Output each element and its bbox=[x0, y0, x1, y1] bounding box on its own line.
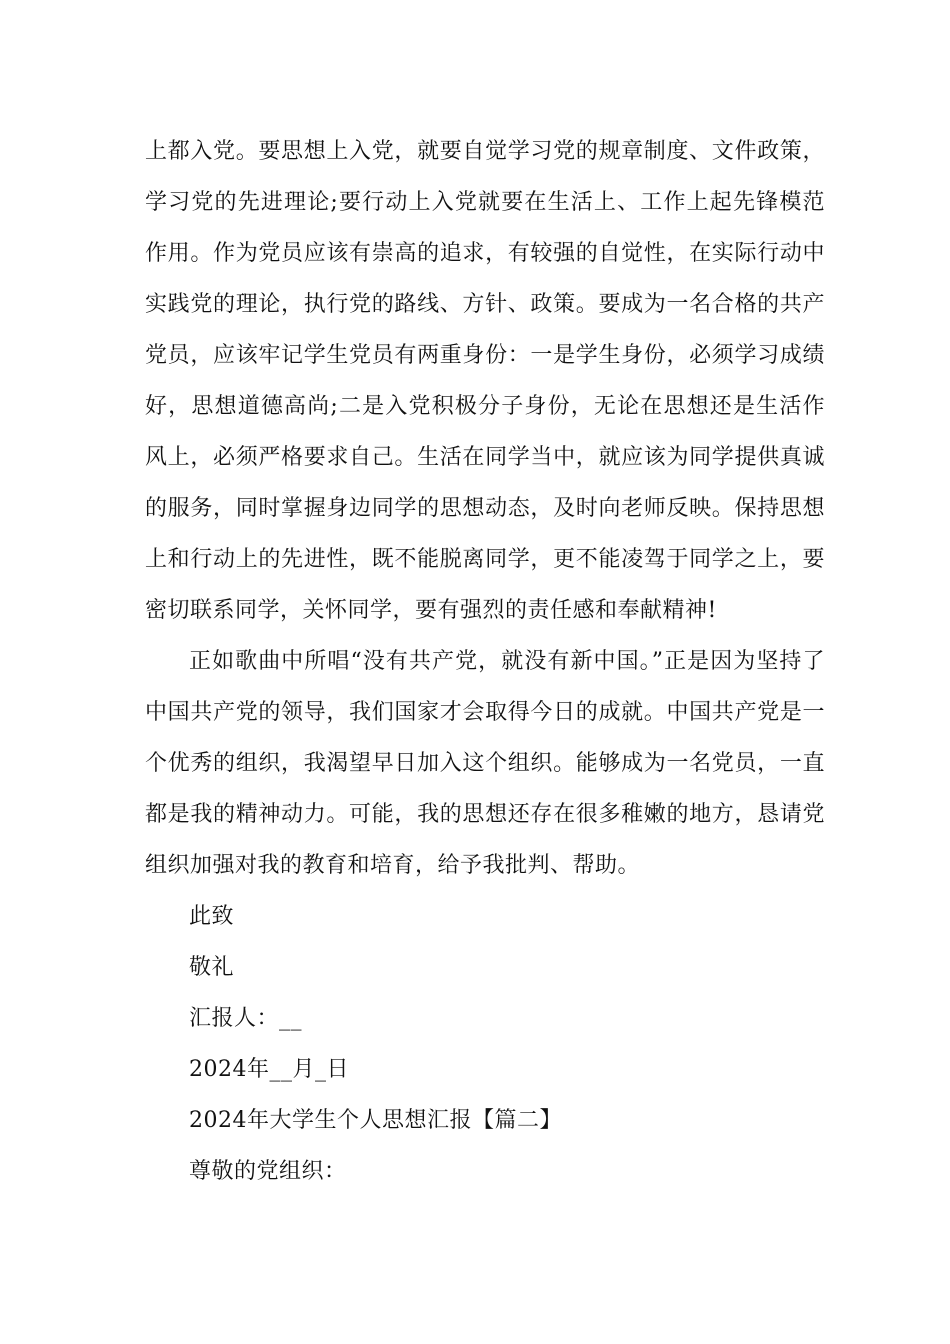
reporter-line: 汇报人：__ bbox=[189, 1006, 303, 1031]
salutation: 尊敬的党组织： bbox=[189, 1159, 347, 1184]
closing-phrase: 此致 bbox=[189, 904, 235, 929]
document-body bbox=[145, 126, 825, 1197]
date-line: 2024年__月_日 bbox=[189, 1057, 349, 1082]
body-paragraph: 正如歌曲中所唱“没有共产党，就没有新中国。”正是因为坚持了中国共产党的领导，我们国家才会取得今日的成就。中国共产党是一个优秀的组织，我渴望早日加入这个组织。能够成为一名党员，一直都是我的精神动力。可能，我的思想还存在很多稚嫩的地方，恳请党组织加强对我的教育和培育，给予我批判、帮助。 bbox=[145, 649, 825, 878]
section-title: 2024年大学生个人思想汇报【篇二】 bbox=[189, 1108, 562, 1133]
closing-salute: 敬礼 bbox=[189, 955, 235, 980]
body-paragraph: 上都入党。要思想上入党，就要自觉学习党的规章制度、文件政策，学习党的先进理论;要行动上入党就要在生活上、工作上起先锋模范作用。作为党员应该有崇高的追求，有较强的自觉性，在实际行动中实践党的理论，执行党的路线、方针、政策。要成为一名合格的共产党员，应该牢记学生党员有两重身份：一是学生身份，必须学习成绩好，思想道德高尚;二是入党积极分子身份，无论在思想还是生活作风上，必须严格要求自己。生活在同学当中，就应该为同学提供真诚的服务，同时掌握身边同学的思想动态，及时向老师反映。保持思想上和行动上的先进性，既不能脱离同学，更不能凌驾于同学之上，要密切联系同学，关怀同学，要有强烈的责任感和奉献精神! bbox=[145, 139, 825, 623]
